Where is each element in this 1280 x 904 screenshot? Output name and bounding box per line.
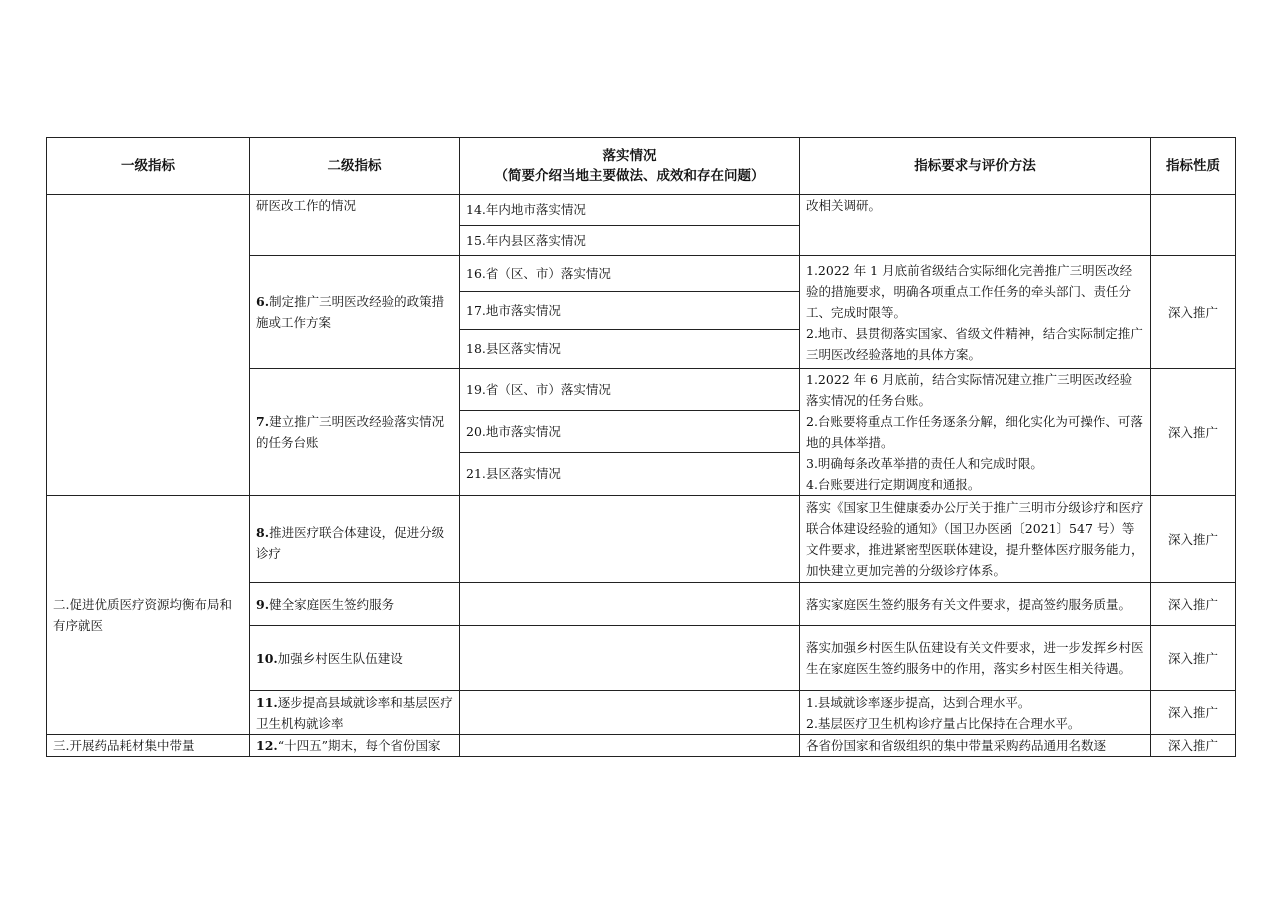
row12-nature: 深入推广 xyxy=(1151,735,1236,757)
row12-status[interactable] xyxy=(460,735,800,757)
sub-item: 20.地市落实情况 xyxy=(460,411,799,453)
row7-req-line: 4.台账要进行定期调度和通报。 xyxy=(806,477,981,492)
row9-requirement: 落实家庭医生签约服务有关文件要求，提高签约服务质量。 xyxy=(800,583,1151,626)
header-col2: 二级指标 xyxy=(250,138,460,195)
sub-item: 17.地市落实情况 xyxy=(460,292,799,330)
row10-level2 xyxy=(250,626,460,691)
row7-subtable xyxy=(460,370,799,495)
row12-num: 12. xyxy=(256,738,278,753)
row7-nature: 深入推广 xyxy=(1151,369,1236,496)
row0-level2: 研医改工作的情况 xyxy=(250,195,460,256)
sub-item: 14.年内地市落实情况 xyxy=(460,195,799,225)
row12-level2-text: “十四五”期末，每个省份国家 xyxy=(277,738,441,753)
row8-nature: 深入推广 xyxy=(1151,496,1236,583)
row8-num: 8. xyxy=(256,525,270,540)
row6-req-line: 1.2022 年 1 月底前省级结合实际细化完善推广三明医改经验的措施要求，明确各项重点工作任务的牵头部门、责任分工、完成时限等。 xyxy=(806,262,1133,320)
row12-requirement: 各省份国家和省级组织的集中带量采购药品通用名数逐 xyxy=(800,735,1151,757)
row12-level2 xyxy=(250,735,460,757)
row11-level2-text: 逐步提高县域就诊率和基层医疗卫生机构就诊率 xyxy=(256,694,453,731)
row7-requirement xyxy=(800,369,1151,496)
header-col3-title: 落实情况 xyxy=(602,148,657,164)
row11-req-line: 2.基层医疗卫生机构诊疗量占比保持在合理水平。 xyxy=(806,715,1081,731)
table-row xyxy=(47,735,1236,757)
row7-req-line: 1.2022 年 6 月底前，结合实际情况建立推广三明医改经验落实情况的任务台账。 xyxy=(806,372,1133,408)
table-row xyxy=(47,195,1236,256)
section2-cell: 二.促进优质医疗资源均衡布局和有序就医 xyxy=(47,496,250,735)
sub-item: 19.省（区、市）落实情况 xyxy=(460,370,799,411)
row6-level2 xyxy=(250,256,460,369)
row9-status[interactable] xyxy=(460,583,800,626)
row6-req-line: 2.地市、县贯彻落实国家、省级文件精神，结合实际制定推广三明医改经验落地的具体方案。 xyxy=(806,325,1143,362)
row10-status[interactable] xyxy=(460,626,800,691)
row7-subcells xyxy=(460,369,800,496)
section1-cell xyxy=(47,195,250,496)
row7-req-line: 2.台账要将重点工作任务逐条分解，细化实化为可操作、可落地的具体举措。 xyxy=(806,414,1143,450)
row10-level2-text: 加强乡村医生队伍建设 xyxy=(277,650,403,666)
row0-subtable xyxy=(460,195,799,255)
sub-item: 16.省（区、市）落实情况 xyxy=(460,257,799,292)
row0-subcells xyxy=(460,195,800,256)
row7-level2-text: 建立推广三明医改经验落实情况的任务台账 xyxy=(256,414,445,450)
row11-num: 11. xyxy=(256,694,278,710)
row9-num: 9. xyxy=(256,596,270,612)
row6-subcells xyxy=(460,256,800,369)
row10-requirement: 落实加强乡村医生队伍建设有关文件要求，进一步发挥乡村医生在家庭医生签约服务中的作用，落实乡村医生相关待遇。 xyxy=(800,626,1151,691)
row8-status[interactable] xyxy=(460,496,800,583)
row11-req-line: 1.县域就诊率逐步提高，达到合理水平。 xyxy=(806,694,1031,710)
row11-nature: 深入推广 xyxy=(1151,691,1236,735)
header-col3 xyxy=(460,138,800,195)
row9-level2 xyxy=(250,583,460,626)
row0-nature xyxy=(1151,195,1236,256)
row9-level2-text: 健全家庭医生签约服务 xyxy=(269,596,395,612)
row8-level2 xyxy=(250,496,460,583)
row10-num: 10. xyxy=(256,650,278,666)
row8-requirement: 落实《国家卫生健康委办公厅关于推广三明市分级诊疗和医疗联合体建设经验的通知》（国卫办医函〔2021〕547 号）等文件要求，推进紧密型医联体建设，提升整体医疗服务能力，加快建立更加完善的分级诊疗体系。 xyxy=(800,496,1151,583)
row7-level2 xyxy=(250,369,460,496)
row0-requirement: 改相关调研。 xyxy=(800,195,1151,256)
header-col3-subtitle: （简要介绍当地主要做法、成效和存在问题） xyxy=(494,168,765,184)
row6-requirement xyxy=(800,256,1151,369)
sub-item: 21.县区落实情况 xyxy=(466,466,561,482)
row11-status[interactable] xyxy=(460,691,800,735)
row11-requirement xyxy=(800,691,1151,735)
header-col1: 一级指标 xyxy=(47,138,250,195)
row7-req-line: 3.明确每条改革举措的责任人和完成时限。 xyxy=(806,456,1043,471)
section3-cell: 三.开展药品耗材集中带量 xyxy=(47,735,250,757)
row11-level2 xyxy=(250,691,460,735)
header-col4: 指标要求与评价方法 xyxy=(800,138,1151,195)
header-col5: 指标性质 xyxy=(1151,138,1236,195)
row6-nature: 深入推广 xyxy=(1151,256,1236,369)
row6-level2-text: 制定推广三明医改经验的政策措施或工作方案 xyxy=(256,294,445,330)
sub-item: 18.县区落实情况 xyxy=(466,341,561,357)
row7-num: 7. xyxy=(256,414,270,429)
row9-nature: 深入推广 xyxy=(1151,583,1236,626)
row8-level2-text: 推进医疗联合体建设，促进分级诊疗 xyxy=(256,525,445,561)
row6-subtable xyxy=(460,257,799,368)
row10-nature: 深入推广 xyxy=(1151,626,1236,691)
row6-num: 6. xyxy=(256,294,270,309)
table-header-row xyxy=(47,138,1236,195)
table-row xyxy=(47,496,1236,583)
sub-item: 15.年内县区落实情况 xyxy=(466,232,586,248)
indicator-table xyxy=(46,137,1236,757)
